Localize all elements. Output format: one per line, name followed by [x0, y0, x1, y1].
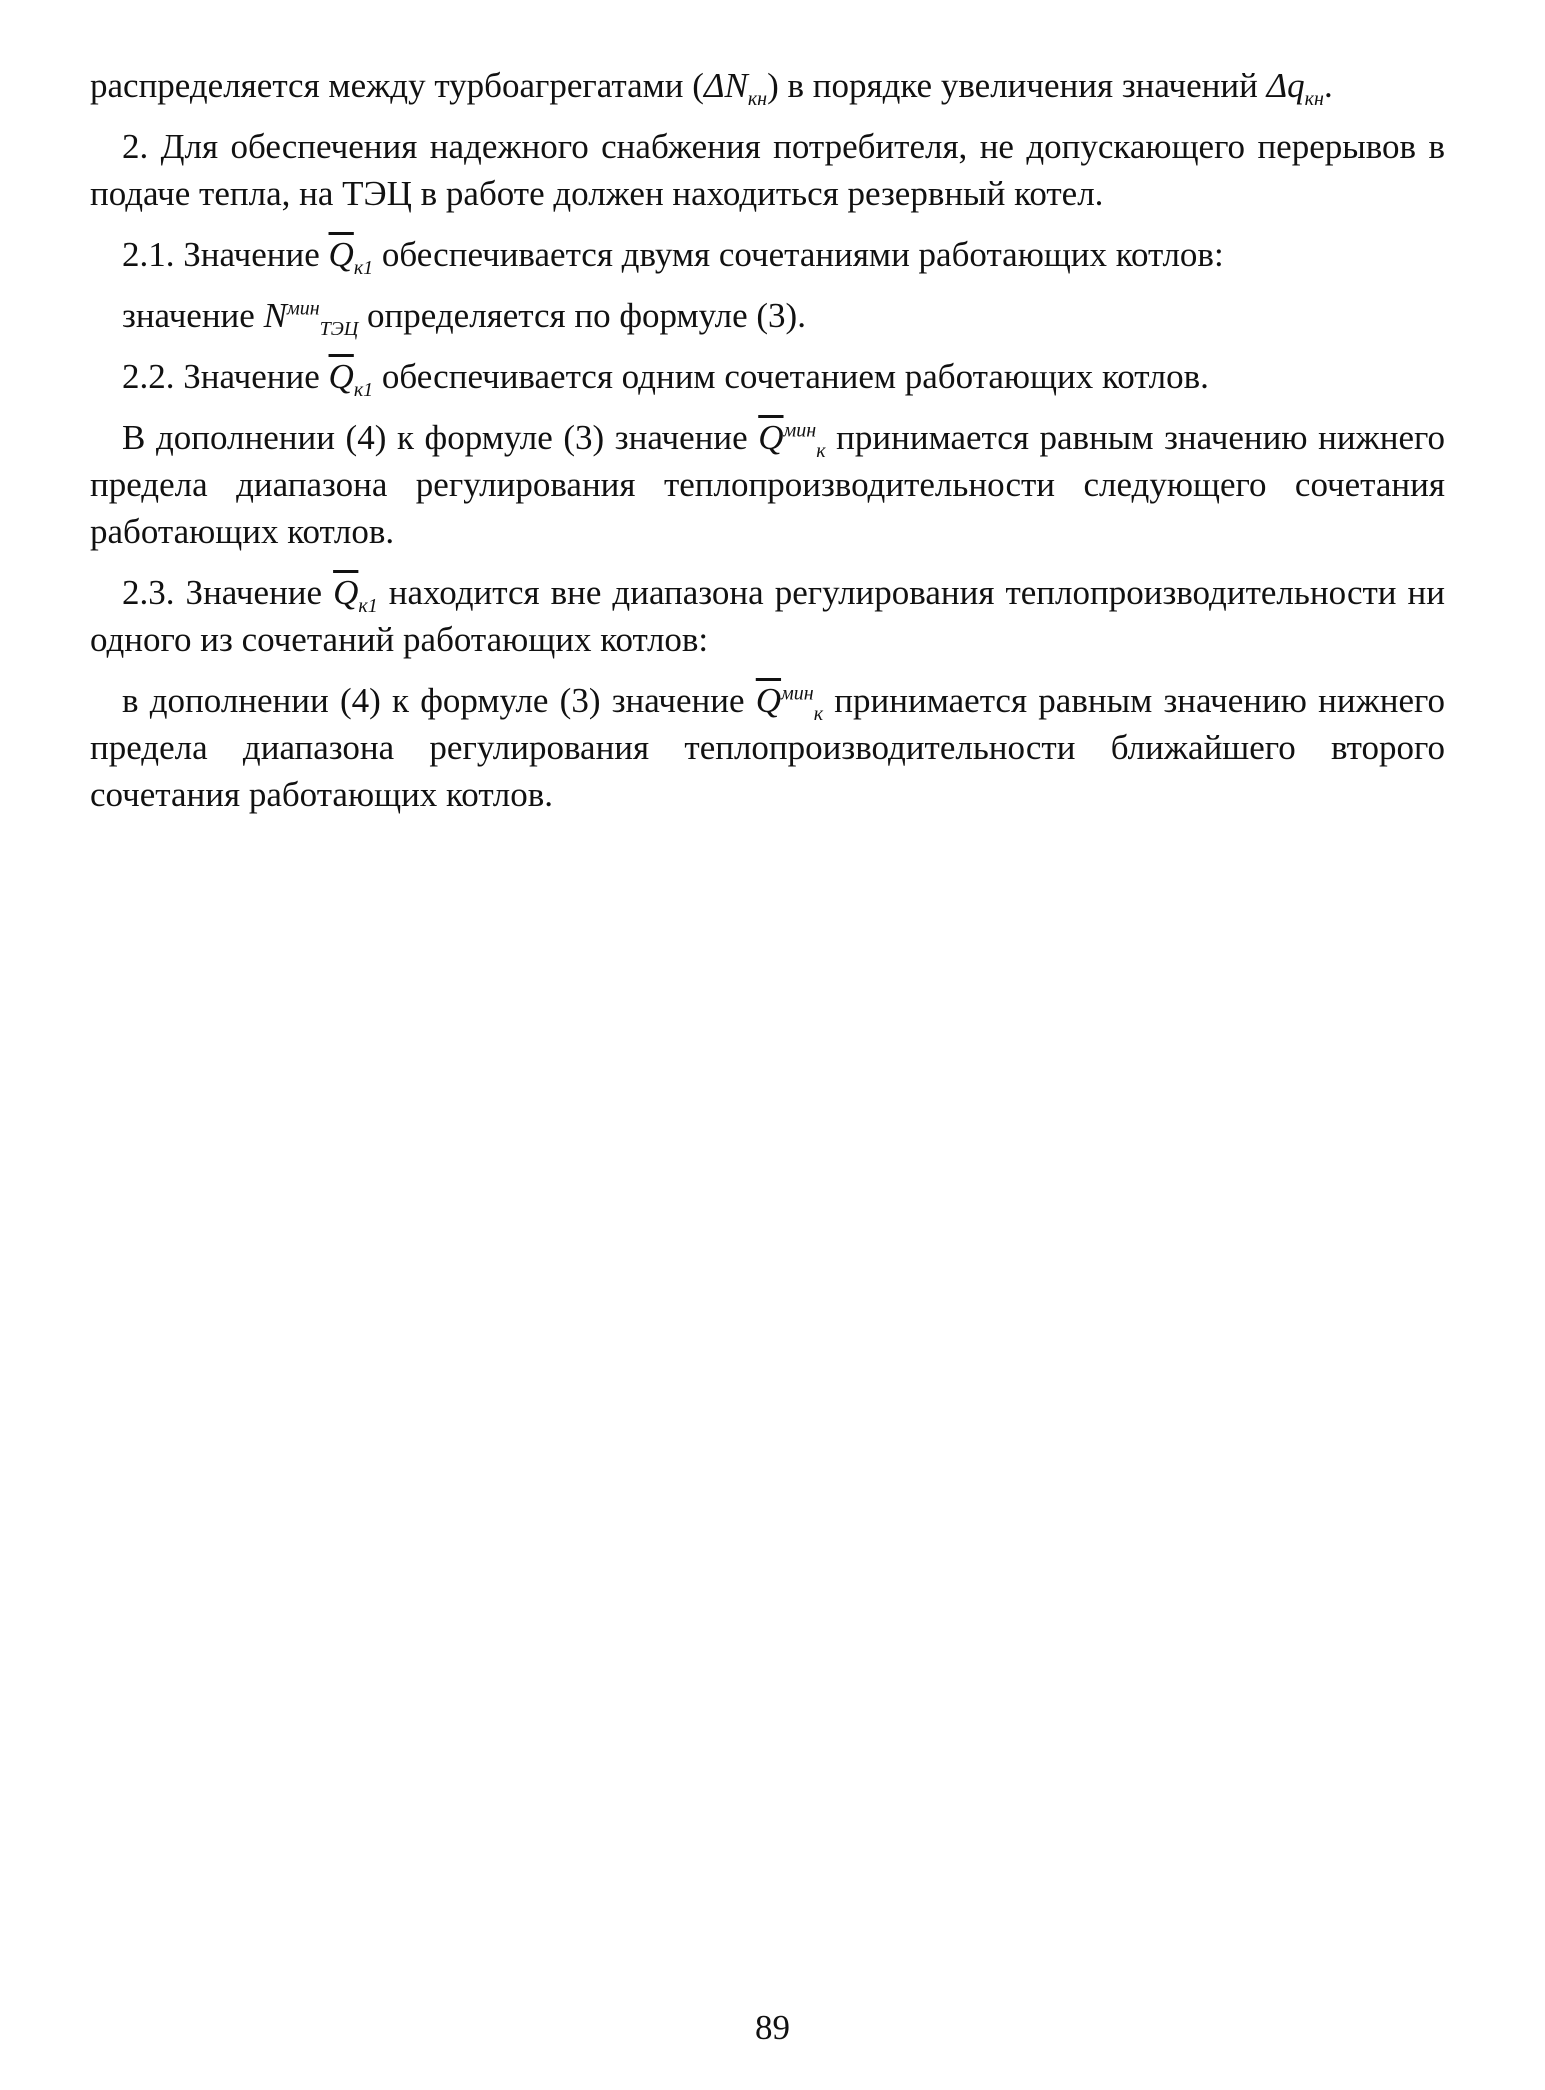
symbol-base: N: [263, 296, 287, 335]
text-segment: В дополнении (4) к формуле (3) значение: [122, 418, 759, 457]
symbol-base: ΔN: [703, 66, 748, 105]
paragraph-addition-nearest: [90, 677, 1445, 818]
q-k1-symbol: [329, 357, 354, 396]
symbol-subscript: ТЭЦ: [319, 318, 359, 340]
delta-q-symbol: [1266, 66, 1324, 110]
symbol-superscript: мин: [781, 682, 814, 705]
paragraph-reserve-boiler: 2. Для обеспечения надежного снабжения потребителя, не допускающего перерывов в подаче тепла, на ТЭЦ в работе должен находиться резервный котел.: [90, 127, 1445, 213]
q-k-min-symbol: [756, 681, 781, 720]
n-tec-min-symbol: [263, 296, 359, 340]
symbol-subscript: кн: [747, 88, 768, 110]
text-segment: принимается равным значению нижнего предела диапазона регулирования теплопроизводительности ближайшего второго сочетания работающих котлов.: [90, 681, 1446, 814]
symbol-base: $\overline{Q}$: [755, 681, 782, 720]
symbol-superscript: мин: [783, 419, 817, 442]
paragraph-2-1: [90, 231, 1445, 278]
text-segment: значение: [122, 296, 264, 335]
text-segment: обеспечивается одним сочетанием работающих котлов.: [373, 357, 1209, 396]
symbol-subscript: кн: [1304, 88, 1324, 110]
symbol-subscript: к1: [353, 379, 374, 401]
symbol-base: $\overline{Q}$: [328, 357, 354, 396]
text-segment: ) в порядке увеличения значений: [767, 66, 1267, 105]
q-k1-symbol: [333, 573, 358, 612]
symbol-base: $\overline{Q}$: [328, 235, 354, 274]
paragraph-2-3: [90, 569, 1445, 663]
page-body: [90, 62, 1445, 832]
text-segment: принимается равным значению нижнего предела диапазона регулирования теплопроизводительности следующего сочетания работающих котлов.: [90, 418, 1445, 551]
symbol-subscript: к: [813, 703, 824, 725]
text-segment: .: [1323, 66, 1333, 105]
text-segment: 2.1. Значение: [122, 235, 329, 274]
symbol-subscript: к: [816, 440, 826, 462]
page-number: 89: [755, 2008, 790, 2047]
symbol-superscript: мин: [286, 297, 320, 320]
paragraph-addition-next: [90, 414, 1445, 555]
symbol-base: $\overline{Q}$: [758, 418, 784, 457]
paragraph-n-min: [90, 292, 1445, 339]
paragraph-distribution: [90, 62, 1445, 109]
text-segment: определяется по формуле (3).: [358, 296, 806, 335]
symbol-subscript: к1: [353, 257, 374, 279]
text-segment: 2.3. Значение: [122, 573, 334, 612]
text-segment: обеспечивается двумя сочетаниями работающих котлов:: [373, 235, 1224, 274]
text-segment: в дополнении (4) к формуле (3) значение: [122, 681, 756, 720]
q-k-min-symbol: [758, 418, 783, 457]
text-segment: распределяется между турбоагрегатами (: [90, 66, 704, 105]
delta-n-symbol: [703, 66, 768, 110]
symbol-subscript: к1: [358, 595, 378, 617]
text-segment: 2.2. Значение: [122, 357, 329, 396]
symbol-base: Δq: [1266, 66, 1305, 105]
text-segment: находится вне диапазона регулирования теплопроизводительности ни одного из сочетаний работающих котлов:: [90, 573, 1445, 659]
q-k1-symbol: [329, 235, 354, 274]
paragraph-2-2: [90, 353, 1445, 400]
symbol-base: $\overline{Q}$: [333, 573, 359, 612]
